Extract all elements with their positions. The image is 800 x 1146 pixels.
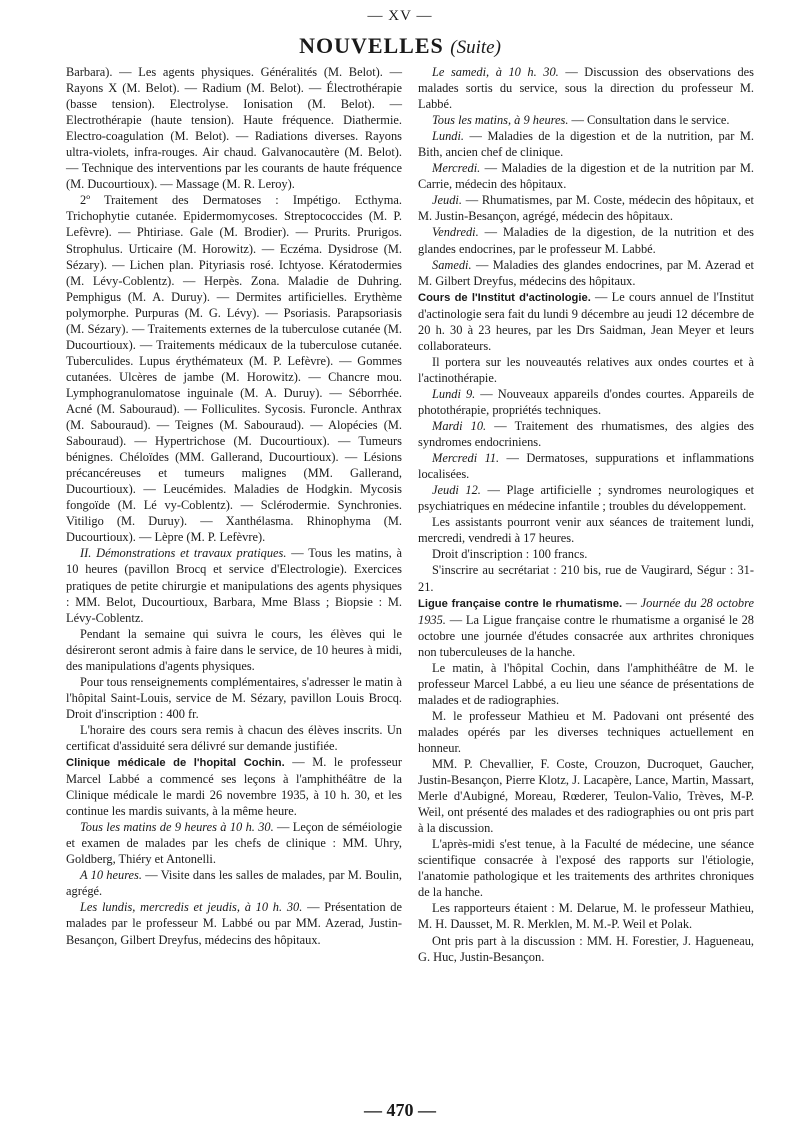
paragraph-body: — Traitement des rhumatismes, des algies des syndromes endocriniens. [418,419,754,450]
paragraph-lead: Mercredi 11. [432,451,500,466]
paragraph: Barbara). — Les agents physiques. Généralités (M. Belot). — Rayons X (M. Belot). — Radium (M. Belot). — Électrothérapie (basse tension). Electrolyse. Ionisation (M. Belot). — Electrothérapie (haute tension). Haute fréquence. Diathermie. Electro-coagulation (M. Belot). — Radiations diverses. Rayons ultra-violets, infra-rouges. Air chaud. Galvanocautère (M. Belot). — Technique des interventions par les courants de haute fréquence (M. Ducourtioux). — Massage (M. R. Leroy). [66,65,402,192]
paragraph: L'horaire des cours sera remis à chacun des élèves inscrits. Un certificat d'assiduité sera délivré sur demande justifiée. [66,722,402,753]
paragraph-heading: Cours de l'Institut d'actinologie. [418,291,591,304]
paragraph: 2º Traitement des Dermatoses : Impétigo. Ecthyma. Trichophytie cutanée. Epidermomycoses. Streptococcides (M. P. Lefèvre). — Phtiriase. Gale (M. Brodier). — Prurits. Prurigos. Strophulus. Urticaire (M. Horowitz). — Eczéma. Dysidrose (M. Sézary). — Lichen plan. Pityriasis rosé. Ichtyose. Kératodermies (M. Lévy-Coblentz). — Herpès. Zona. Maladie de Duhring. Pemphigus (M. A. Duruy). — Dermites artificielles. Erythème polymorphe. Purpuras (M. G. Lévy). — Psoriasis. Parapsoriasis (M. Sézary). — Traitements externes de la tuberculose cutanée (M. Ducourtioux). — Traitements médicaux de la tuberculose cutanée. Tuberculides. Lupus érythémateux (M. P. Lefèvre). — Gommes cutanées. Ulcères de jambe (M. Horowitz). — Chancre mou. Lymphogranulomatose inguinale (M. A. Duruy). — Séborrhée. Acné (M. Sabouraud). — Folliculites. Sycosis. Furoncle. Anthrax (M. Sabouraud). — Teignes (M. Sabouraud). — Alopécies (M. Sabouraud). — Hypertrichose (M. Ducourtioux). — Tumeurs bénignes. Chéloïdes (MM. Gallerand, Ducourtioux). — Lésions précancéreuses et tumeurs malignes (MM. Gallerand, Ducourtioux). — Leucémides. Maladies de Hodgkin. Mycosis fongoïde (M. Lé vy-Coblentz). — Sclérodermie. Synchronies. Vitiligo (M. Duruy). — Xanthélasma. Rhinophyma (M. Ducourtioux). — Lèpre (M. P. Lefèvre). [66,193,402,545]
paragraph: Pendant la semaine qui suivra le cours, les élèves qui le désireront seront admis à faire dans le service, de 10 heures à midi, des manipulations d'agents physiques. [66,626,402,673]
paragraph [418,160,754,192]
paragraph [418,224,754,256]
paragraph-lead: Tous les matins de 9 heures à 10 h. 30. [80,820,274,835]
paragraph-lead: Le samedi, à 10 h. 30. [432,65,559,79]
paragraph: M. le professeur Mathieu et M. Padovani ont présenté des malades opérés par les diverses techniques actuellement en honneur. [418,708,754,755]
paragraph-body: — Présentation de malades par le professeur M. Labbé ou par MM. Azerad, Justin-Besançon, Gilbert Dreyfus, médecins des hôpitaux. [66,900,402,947]
paragraph: Ont pris part à la discussion : MM. H. Forestier, J. Hagueneau, G. Huc, Justin-Besançon. [418,933,754,964]
section-title-text: NOUVELLES [299,33,444,58]
paragraph [418,192,754,224]
paragraph: Les rapporteurs étaient : M. Delarue, M. le professeur Mathieu, M. H. Dausset, M. R. Merklen, M. M.-P. Weil et Polak. [418,901,754,932]
paragraph-body: — Consultation dans le service. [568,113,730,128]
paragraph-body: — Maladies de la digestion, de la nutrition et des glandes endocrines, par le professeur M. Labbé. [418,225,754,256]
paragraph [66,899,402,947]
paragraph-lead: Les lundis, mercredis et jeudis, à 10 h. 30. [80,900,303,915]
paragraph-body: — Plage artificielle ; syndromes neurologiques et psychiatriques en médecine infantile ; troubles du développement. [418,483,755,514]
paragraph-lead: Tous les matins, à 9 heures. [432,113,569,128]
paragraph-body: — Maladies de la digestion et de la nutrition, par M. Bith, ancien chef de clinique. [418,129,754,160]
paragraph: Droit d'inscription : 100 francs. [432,547,588,562]
paragraph-body: — Discussion des observations des malades sortis du service, sous la direction du professeur M. Labbé. [418,65,754,112]
paragraph [418,482,754,514]
page-number: — 470 — [364,1100,436,1120]
paragraph: L'après-midi s'est tenue, à la Faculté de médecine, une séance scientifique consacrée à l'exposé des rapports sur l'étiologie, l'anatomie pathologique et les traitements des arthrites chroniques de la hanche. [418,837,754,900]
paragraph-lead: Mercredi. [432,161,481,176]
paragraph: S'inscrire au secrétariat : 210 bis, rue de Vaugirard, Ségur : 31-21. [418,563,754,594]
paragraph [66,754,402,819]
paragraph-lead: II. Démonstrations et travaux pratiques. [80,546,287,561]
paragraph-heading: Ligue française contre le rhumatisme. [418,597,623,610]
paragraph [418,386,754,418]
paragraph-lead: Lundi 9. [432,386,476,401]
paragraph: Il portera sur les nouveautés relatives aux ondes courtes et à l'actinothérapie. [418,354,754,385]
paragraph [418,450,754,482]
right-column [418,64,754,965]
paragraph-lead: Jeudi 12. [432,483,481,498]
paragraph [66,867,402,899]
paragraph [418,112,754,128]
paragraph: MM. P. Chevallier, F. Coste, Crouzon, Ducroquet, Gaucher, Justin-Besançon, Pierre Klotz, J. Lacapère, Lance, Martin, Massart, Merle d'Aubigné, Moreau, Rœderer, Teulon-Valio, Trèves, M-P. Weil, ont présenté des malades et des radiographies ou ont pris part à la discussion. [418,757,754,836]
paragraph-body: — Visite dans les salles de malades, par M. Boulin, agrégé. [66,868,402,899]
paragraph [66,819,402,867]
paragraph-lead: Mardi 10. [432,419,487,434]
paragraph-body: — Le cours annuel de l'Institut d'actinologie sera fait du lundi 9 décembre au jeudi 12 décembre de 20 h. 30 à 23 heures, par les Drs Saidman, Jean Meyer et leurs collaborateurs. [418,289,754,353]
paragraph [418,289,754,354]
paragraph: Les assistants pourront venir aux séances de traitement lundi, mercredi, vendredi à 17 heures. [418,515,754,546]
section-title [0,33,800,59]
paragraph [418,64,754,112]
roman-page-number: — XV — [367,8,433,24]
paragraph-body: — Dermatoses, suppurations et inflammations localisées. [418,451,754,482]
paragraph-body: — Maladies de la digestion et de la nutrition par M. Carrie, médecin des hôpitaux. [418,161,754,192]
paragraph-body: — Maladies des glandes endocrines, par M. Azerad et M. Gilbert Dreyfus, médecins des hôpitaux. [418,257,754,288]
paragraph-lead: — Journée du 28 octobre 1935. [418,595,754,627]
paragraph-lead: Jeudi. [432,193,462,208]
paragraph-lead: Samedi. [432,257,472,272]
paragraph-lead: A 10 heures. [80,868,142,883]
paragraph-body: — M. le professeur Marcel Labbé a commencé ses leçons à l'amphithéâtre de la Clinique médicale le mardi 26 novembre 1935, à 10 h. 30, et les continue les mardis suivants, à la même heure. [66,755,402,819]
paragraph-heading: Clinique médicale de l'hopital Cochin. [66,757,285,770]
paragraph-body: — Rhumatismes, par M. Coste, médecin des hôpitaux, et M. Justin-Besançon, agrégé, médecin des hôpitaux. [418,193,754,224]
paragraph-lead: Lundi. [432,129,465,144]
paragraph [418,257,754,289]
paragraph [418,595,754,660]
left-column [66,64,402,948]
paragraph [66,545,402,625]
paragraph-lead: Vendredi. [432,225,479,240]
paragraph [418,128,754,160]
paragraph-body: — Tous les matins, à 10 heures (pavillon Brocq et service d'Electrologie). Exercices pratiques de petite chirurgie et manipulations des agents physiques : MM. Belot, Ducourtioux, Barbara, Mme Blass ; Biopsie : M. Lévy-Coblentz. [66,546,402,625]
section-title-suffix: (Suite) [450,37,501,58]
paragraph-body: — La Ligue française contre le rhumatisme a organisé le 28 octobre une journée d'études consacrée aux arthrites chroniques non tuberculeuses de la hanche. [418,612,754,659]
paragraph-body: — Nouveaux appareils d'ondes courtes. Appareils de photothérapie, propriétés techniques. [418,386,754,417]
paragraph [418,418,754,450]
paragraph: Pour tous renseignements complémentaires, s'adresser le matin à l'hôpital Saint-Louis, service de M. Sézary, pavillon Louis Brocq. Droit d'inscription : 400 fr. [66,674,402,721]
paragraph-body: — Leçon de séméiologie et examen de malades par les chefs de clinique : MM. Uhry, Goldberg, Thiéry et Antonelli. [66,820,402,867]
paragraph: Le matin, à l'hôpital Cochin, dans l'amphithéâtre de M. le professeur Marcel Labbé, a eu lieu une séance de présentations de malades et de radiographies. [418,660,754,707]
